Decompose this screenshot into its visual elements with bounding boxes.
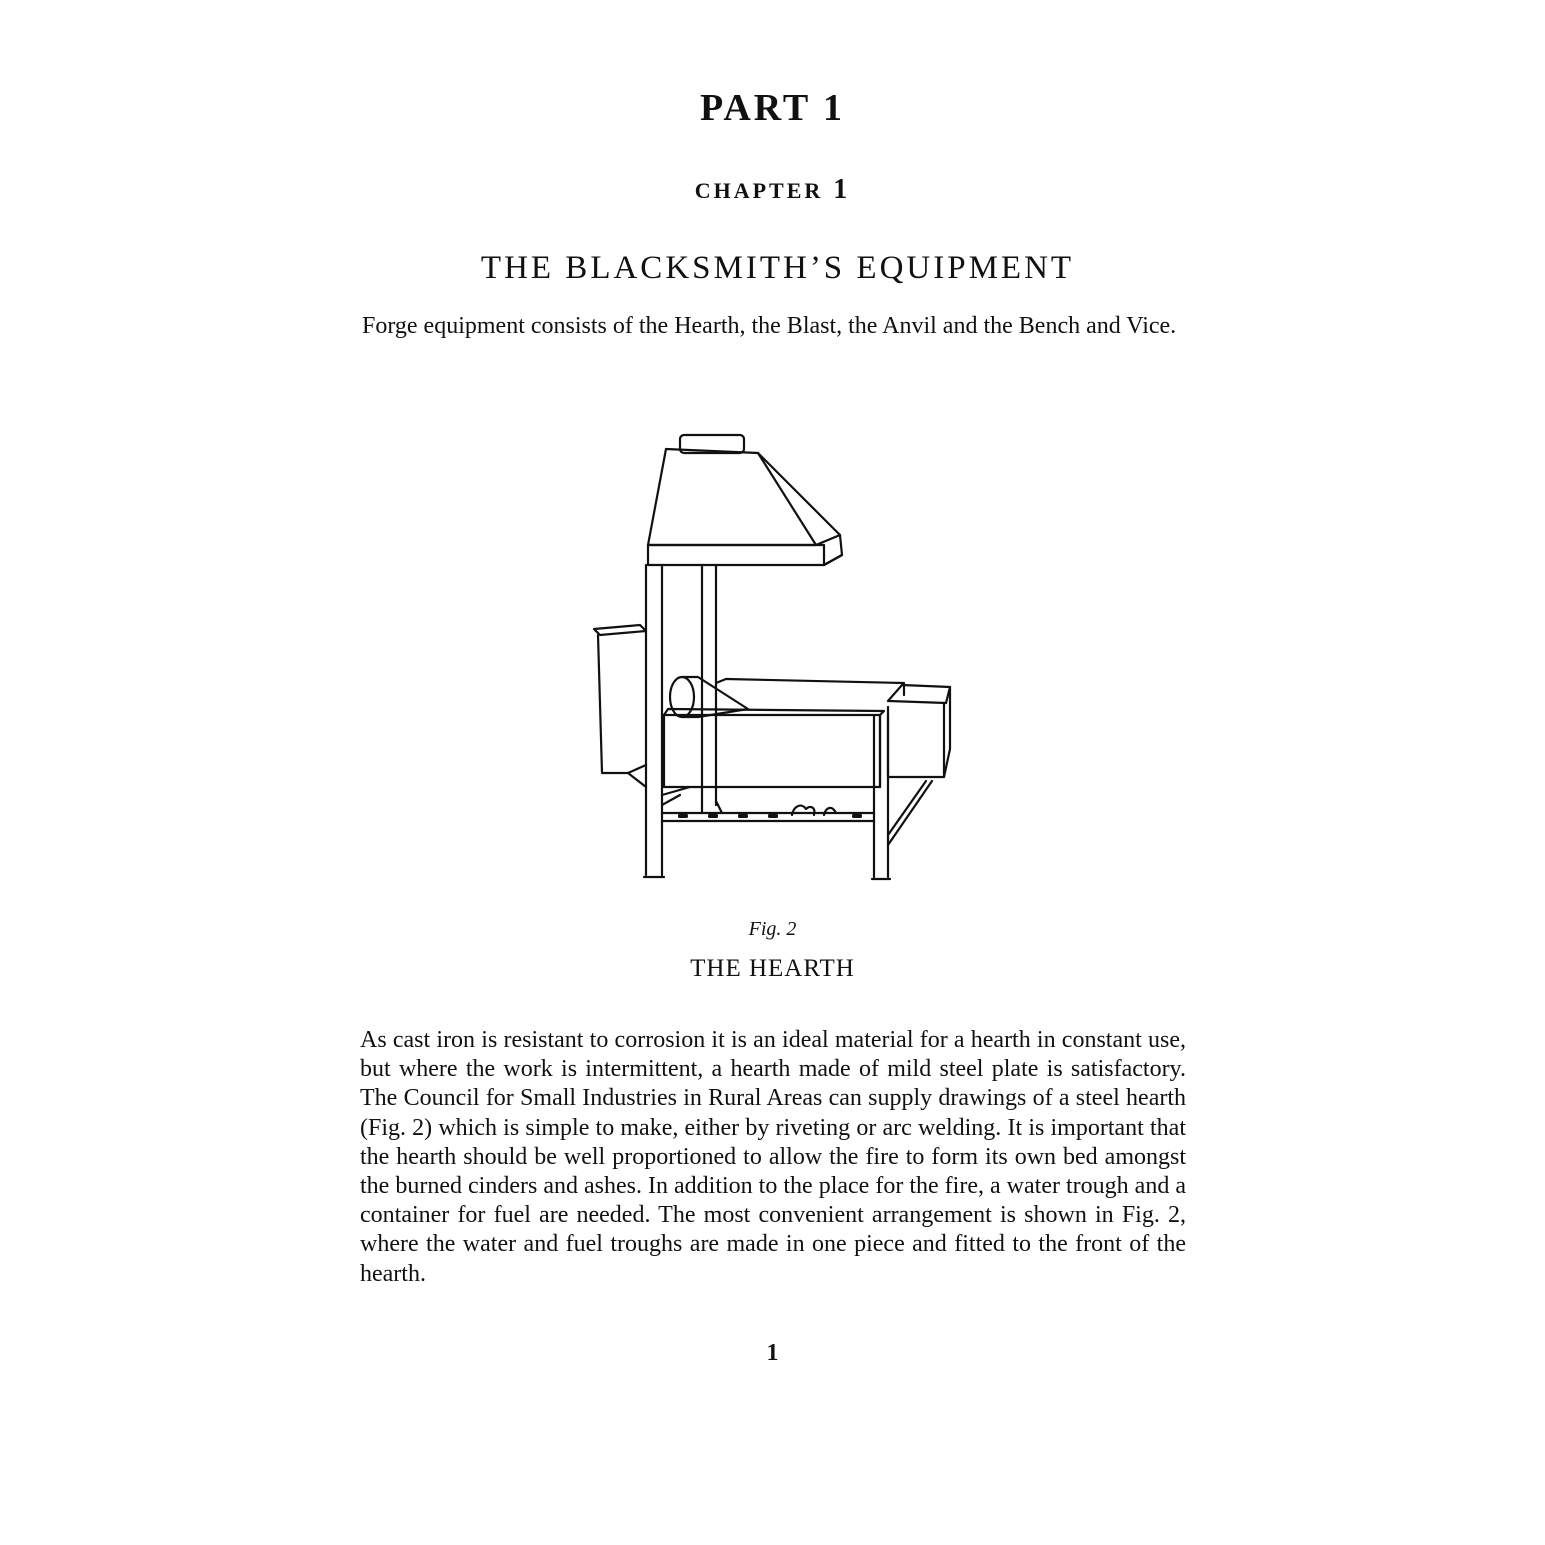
hood-front	[648, 449, 816, 545]
hood-side	[758, 453, 842, 565]
hearth-box	[664, 715, 880, 787]
chapter-word: CHAPTER	[694, 178, 824, 203]
page-number: 1	[766, 1340, 779, 1366]
right-brace	[888, 781, 932, 845]
figure-label: Fig. 2	[748, 918, 797, 940]
front-left-post	[646, 565, 662, 875]
hearth-illustration	[580, 425, 960, 890]
right-trough-body	[888, 685, 950, 777]
hood-rim	[648, 545, 824, 565]
chapter-title: THE BLACKSMITH’S EQUIPMENT	[480, 250, 1075, 286]
shelf-slots	[678, 814, 862, 818]
body-paragraph: As cast iron is resistant to corrosion it is an ideal material for a hearth in constant use, but where the work is intermittent, a hearth made of mild steel plate is satisfactory. The Council for Small Industries in Rural Areas can supply drawings of a steel hearth (Fig. 2) which is simple to make, either by riveting or arc welding. It is important that the hearth should be well proportioned to allow the fire to form its own bed amongst the burned cinders and ashes. In addition to the place for the fire, a water trough and a container for fuel are needed. The most convenient arrangement is shown in Fig. 2, where the water and fuel troughs are made in one piece and fitted to the front of the hearth.	[360, 1027, 1186, 1287]
feet	[644, 877, 890, 879]
left-trough-body	[598, 635, 646, 787]
tuyere-fan	[670, 677, 694, 717]
intro-paragraph: Forge equipment consists of the Hearth, the Blast, the Anvil and the Bench and Vice.	[362, 313, 1177, 339]
figure-caption: THE HEARTH	[690, 955, 855, 982]
chapter-number: 1	[833, 174, 851, 205]
left-trough-top	[594, 625, 646, 635]
hearth-back	[726, 679, 904, 695]
lower-shelf	[662, 813, 874, 821]
part-heading: PART 1	[699, 87, 846, 129]
chapter-heading	[0, 174, 1545, 206]
